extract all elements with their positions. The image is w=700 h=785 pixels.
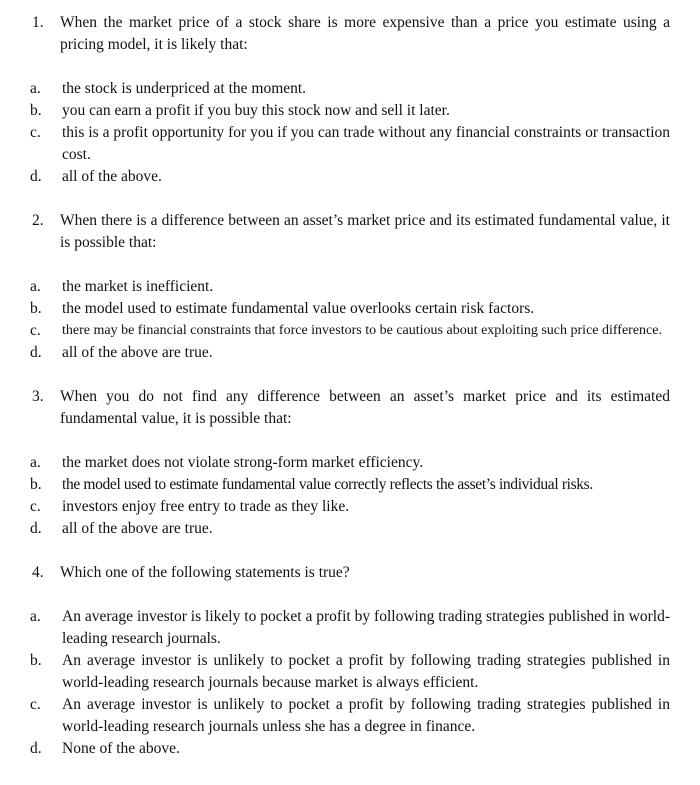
- question-number: 1.: [32, 14, 44, 31]
- option-text: the market is inefficient.: [62, 278, 214, 295]
- option-letter: a.: [30, 454, 41, 471]
- option-c: [30, 694, 670, 738]
- question-stem: [30, 12, 670, 56]
- question-text: When you do not find any difference between an asset’s market price and its estimated fundamental value, it is possible that:: [60, 388, 670, 427]
- option-letter: b.: [30, 476, 42, 493]
- option-list: [30, 452, 670, 540]
- option-b: [30, 100, 670, 122]
- option-c: [30, 496, 670, 518]
- option-letter: c.: [30, 696, 41, 713]
- option-letter: d.: [30, 168, 42, 185]
- question-stem: [30, 386, 670, 430]
- option-b: [30, 298, 670, 320]
- option-text: An average investor is likely to pocket a profit by following trading strategies published in world-leading research journals.: [62, 608, 670, 647]
- option-letter: a.: [30, 608, 41, 625]
- question-number: 3.: [32, 388, 44, 405]
- option-d: [30, 342, 670, 364]
- question-stem: [30, 562, 670, 584]
- option-b: [30, 474, 670, 496]
- option-text: the model used to estimate fundamental value correctly reflects the asset’s individual risks.: [62, 476, 593, 493]
- option-letter: b.: [30, 102, 42, 119]
- option-a: [30, 78, 670, 100]
- option-text: you can earn a profit if you buy this stock now and sell it later.: [62, 102, 450, 119]
- option-text: investors enjoy free entry to trade as they like.: [62, 498, 350, 515]
- option-a: [30, 276, 670, 298]
- question-text: When there is a difference between an asset’s market price and its estimated fundamental value, it is possible that:: [60, 212, 670, 251]
- option-b: [30, 650, 670, 694]
- spacer: [30, 188, 670, 210]
- option-text: the stock is underpriced at the moment.: [62, 80, 307, 97]
- question-2: [30, 210, 670, 364]
- question-text: When the market price of a stock share is more expensive than a price you estimate using a pricing model, it is likely that:: [60, 14, 670, 53]
- option-text: An average investor is unlikely to pocket a profit by following trading strategies published in world-leading research journals unless she has a degree in finance.: [62, 696, 670, 735]
- option-letter: d.: [30, 740, 42, 757]
- option-letter: b.: [30, 300, 42, 317]
- option-letter: a.: [30, 80, 41, 97]
- option-text: all of the above are true.: [62, 520, 213, 537]
- option-letter: c.: [30, 124, 41, 141]
- option-list: [30, 276, 670, 364]
- option-text: there may be financial constraints that force investors to be cautious about exploiting such price difference.: [62, 323, 662, 338]
- question-text: Which one of the following statements is true?: [60, 564, 350, 581]
- option-c: [30, 122, 670, 166]
- option-letter: c.: [30, 322, 41, 339]
- option-letter: c.: [30, 498, 41, 515]
- option-letter: a.: [30, 278, 41, 295]
- option-text: the market does not violate strong-form market efficiency.: [62, 454, 424, 471]
- option-d: [30, 738, 670, 760]
- question-4: [30, 562, 670, 760]
- option-a: [30, 606, 670, 650]
- option-text: the model used to estimate fundamental value overlooks certain risk factors.: [62, 300, 535, 317]
- spacer: [30, 364, 670, 386]
- question-number: 2.: [32, 212, 44, 229]
- option-d: [30, 166, 670, 188]
- option-letter: d.: [30, 520, 42, 537]
- option-text: all of the above.: [62, 168, 162, 185]
- option-list: [30, 78, 670, 188]
- option-text: all of the above are true.: [62, 344, 213, 361]
- option-c: [30, 320, 670, 342]
- question-number: 4.: [32, 564, 44, 581]
- option-list: [30, 606, 670, 760]
- option-a: [30, 452, 670, 474]
- question-1: [30, 12, 670, 188]
- option-letter: b.: [30, 652, 42, 669]
- option-text: None of the above.: [62, 740, 180, 757]
- question-stem: [30, 210, 670, 254]
- option-d: [30, 518, 670, 540]
- option-letter: d.: [30, 344, 42, 361]
- option-text: An average investor is unlikely to pocket a profit by following trading strategies published in world-leading research journals because market is always efficient.: [62, 652, 670, 691]
- question-3: [30, 386, 670, 540]
- option-text: this is a profit opportunity for you if you can trade without any financial constraints or transaction cost.: [62, 124, 670, 163]
- spacer: [30, 540, 670, 562]
